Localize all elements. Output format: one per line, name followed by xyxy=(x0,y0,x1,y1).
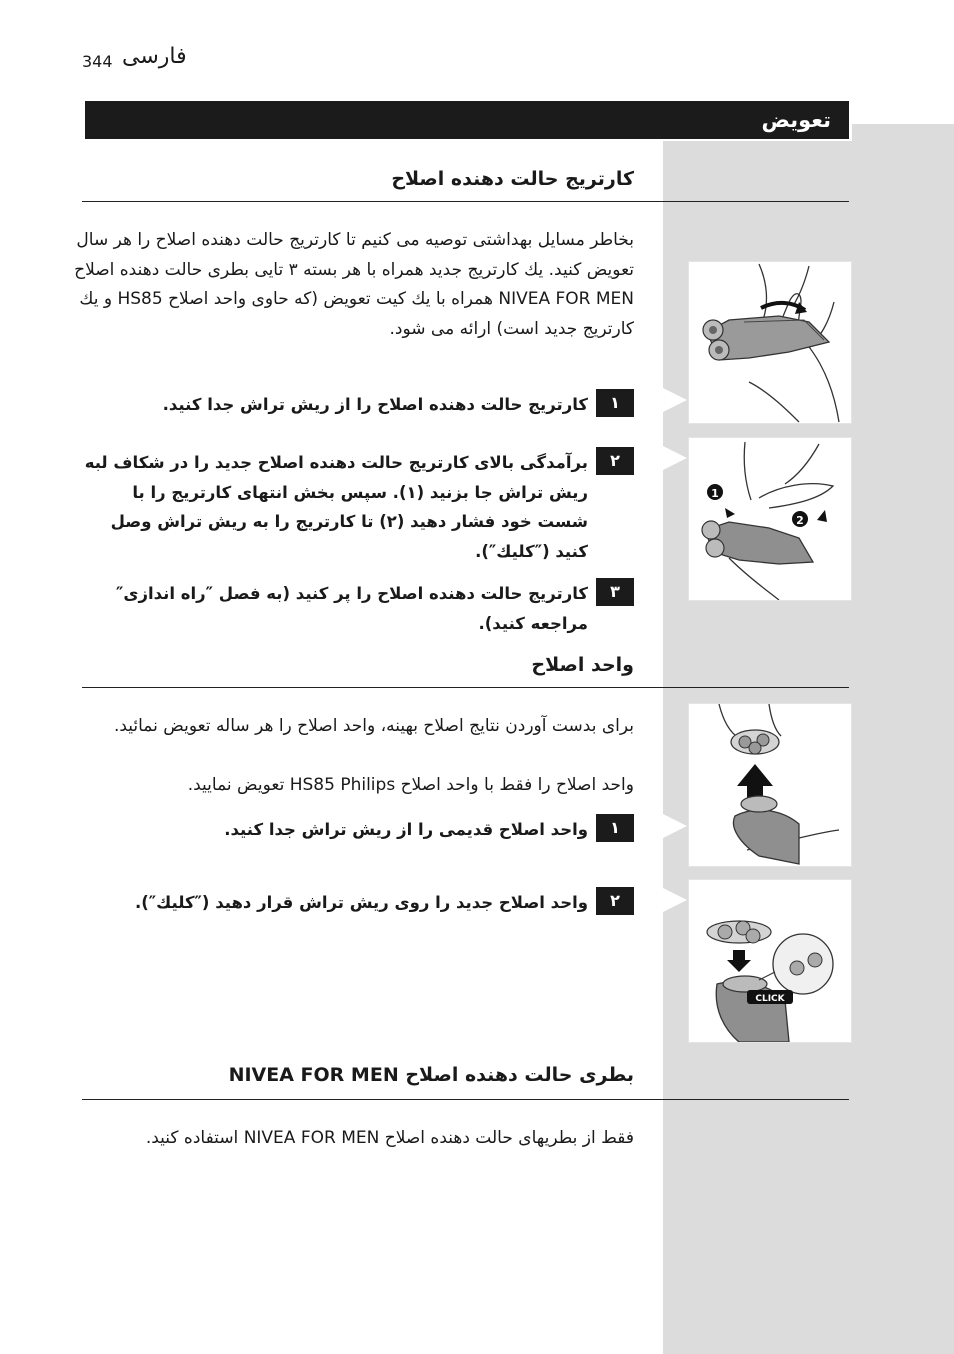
illustration-pointer xyxy=(663,814,687,838)
step-shaving-unit-1 xyxy=(74,814,634,844)
illustration-pointer xyxy=(663,388,687,412)
illustration-pointer xyxy=(663,888,687,912)
shaving-unit-click-illustration xyxy=(689,880,851,1042)
step-number: ١ xyxy=(596,814,634,842)
marker-2-label: 2 xyxy=(796,514,804,527)
step-text: كارتريج حالت دهنده اصلاح را پر كنيد (به فصل ″راه اندازی″ مراجعه كنيد). xyxy=(115,584,588,633)
page-header xyxy=(82,44,202,74)
language-label: فارسی xyxy=(122,44,187,69)
illustration-attach-shaving-unit xyxy=(688,879,852,1043)
divider-bottles xyxy=(82,1099,849,1100)
step-text: واحد اصلاح جديد را روی ريش تراش قرار دهيد (″كليك″). xyxy=(134,893,588,912)
heading-bottles: بطری حالت دهنده اصلاح NIVEA FOR MEN xyxy=(228,1064,634,1086)
step-shaving-unit-2 xyxy=(74,887,634,917)
paragraph-shaving-unit-2: واحد اصلاح را فقط با واحد اصلاح HS85 Philips تعويض نماييد. xyxy=(187,775,634,795)
shaving-unit-illustration xyxy=(689,704,851,866)
step-number: ٣ xyxy=(596,578,634,606)
step-cartridge-1 xyxy=(74,389,634,419)
divider-cartridge xyxy=(82,201,849,202)
sidebar-gray-tab xyxy=(852,124,954,144)
page-number: 344 xyxy=(82,52,113,71)
step-number: ١ xyxy=(596,389,634,417)
hand-shaver-illustration xyxy=(689,438,851,600)
step-cartridge-2 xyxy=(74,447,634,567)
hand-shaver-illustration xyxy=(689,262,851,423)
click-label: CLICK xyxy=(755,994,785,1004)
paragraph-bottles: فقط از بطريهای حالت دهنده اصلاح NIVEA FOR MEN استفاده كنيد. xyxy=(145,1128,634,1148)
step-number: ٢ xyxy=(596,887,634,915)
section-title-bar xyxy=(85,101,849,139)
step-text: واحد اصلاح قديمی را از ريش تراش جدا كنيد. xyxy=(224,820,588,839)
step-text: كارتريج حالت دهنده اصلاح را از ريش تراش جدا كنيد. xyxy=(162,395,588,414)
paragraph-shaving-unit-1: برای بدست آوردن نتايج اصلاح بهينه، واحد اصلاح را هر ساله تعويض نمائيد. xyxy=(113,716,634,736)
step-cartridge-3 xyxy=(74,578,634,638)
paragraph-cartridge: بخاطر مسايل بهداشتی توصيه می كنيم تا كارتريج حالت دهنده اصلاح را هر سال تعويض كنيد. يك كارتريج جديد همراه با هر بسته ٣ تايی بطری حالت دهنده اصلاح NIVEA FOR MEN همراه با يك كيت تعويض (كه حاوی واحد اصلاح HS85 و يك كارتريج جديد است) ارائه می شود. xyxy=(74,230,634,339)
illustration-pointer xyxy=(663,446,687,470)
heading-cartridge: كارتريج حالت دهنده اصلاح xyxy=(391,168,634,190)
illustration-remove-cartridge xyxy=(688,261,852,424)
divider-shaving-unit xyxy=(82,687,849,688)
marker-1-label: 1 xyxy=(711,487,719,500)
illustration-remove-shaving-unit xyxy=(688,703,852,867)
illustration-attach-cartridge xyxy=(688,437,852,601)
heading-shaving-unit: واحد اصلاح xyxy=(531,654,634,676)
step-text: برآمدگی بالای كارتريج حالت دهنده اصلاح جديد را در شكاف لبه ريش تراش جا بزنيد (١). سپس بخش انتهای كارتريج را با شست خود فشار دهيد (٢) تا كارتريج را به ريش تراش وصل كنيد (″كليك″). xyxy=(84,453,588,561)
step-number: ٢ xyxy=(596,447,634,475)
section-title: تعويض xyxy=(761,108,831,132)
